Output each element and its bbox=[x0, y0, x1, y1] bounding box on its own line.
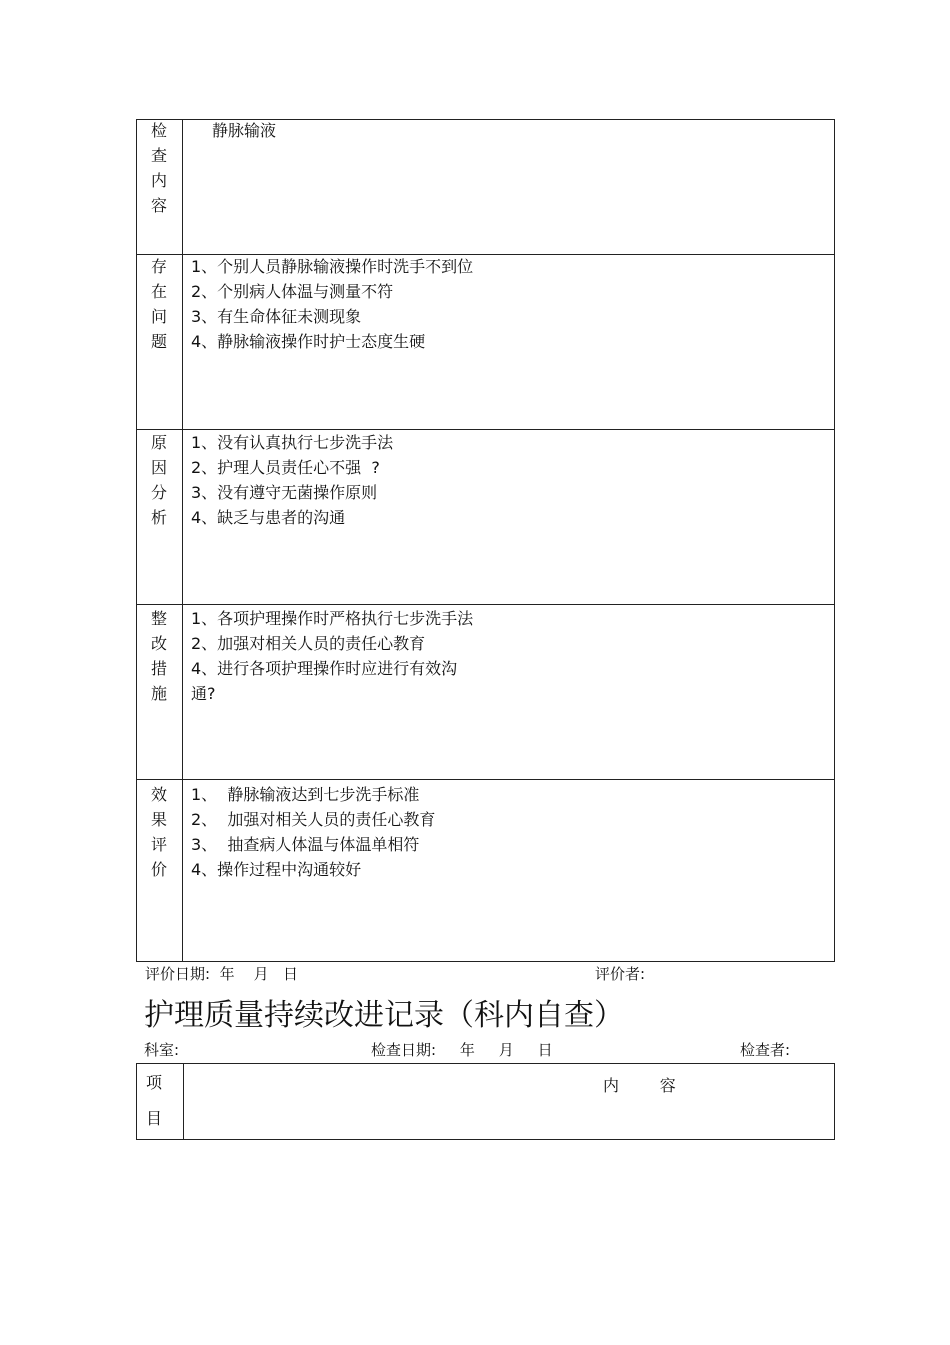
label-char: 果 bbox=[151, 810, 168, 829]
content-header: 内 容 bbox=[603, 1076, 676, 1095]
content-line: 3、 抽查病人体温与体温单相符 bbox=[191, 835, 420, 854]
label-char: 原 bbox=[151, 433, 168, 452]
item-label-column bbox=[137, 1064, 184, 1139]
label-char: 整 bbox=[151, 609, 168, 628]
section-content bbox=[191, 605, 828, 780]
label-char: 题 bbox=[151, 332, 168, 351]
section-cause-analysis bbox=[137, 429, 834, 605]
content-line: 1、各项护理操作时严格执行七步洗手法 bbox=[191, 609, 474, 628]
content-line: 1、没有认真执行七步洗手法 bbox=[191, 433, 394, 452]
content-line: 3、有生命体征未测现象 bbox=[191, 307, 362, 326]
evaluator-label: 评价者: bbox=[595, 965, 646, 983]
section-content bbox=[191, 255, 828, 430]
section-effect-evaluation bbox=[137, 779, 834, 961]
label-char: 改 bbox=[151, 634, 168, 653]
department-label: 科室: bbox=[144, 1041, 180, 1059]
content-line: 静脉输液 bbox=[212, 121, 277, 140]
content-line: 2、加强对相关人员的责任心教育 bbox=[191, 634, 426, 653]
content-line: 2、个别病人体温与测量不符 bbox=[191, 282, 394, 301]
content-line: 4、缺乏与患者的沟通 bbox=[191, 508, 346, 527]
label-char: 容 bbox=[151, 196, 168, 215]
content-line: 通? bbox=[191, 684, 216, 703]
label-char: 查 bbox=[151, 146, 168, 165]
label-char: 在 bbox=[151, 282, 168, 301]
label-char: 存 bbox=[151, 257, 168, 276]
inspection-table bbox=[136, 119, 835, 962]
section-content bbox=[191, 120, 828, 255]
item-label-char: 项 bbox=[146, 1073, 163, 1092]
section-corrective-measures bbox=[137, 604, 834, 780]
label-char: 内 bbox=[151, 171, 168, 190]
label-char: 问 bbox=[151, 307, 168, 326]
content-line: 4、操作过程中沟通较好 bbox=[191, 860, 362, 879]
label-char: 施 bbox=[151, 684, 168, 703]
label-char: 措 bbox=[151, 659, 168, 678]
label-char: 价 bbox=[151, 860, 168, 879]
content-line: 3、没有遵守无菌操作原则 bbox=[191, 483, 378, 502]
label-char: 析 bbox=[151, 508, 168, 527]
section-label bbox=[137, 255, 183, 430]
section-existing-problems bbox=[137, 254, 834, 430]
content-line: 1、 静脉输液达到七步洗手标准 bbox=[191, 785, 420, 804]
content-line: 2、护理人员责任心不强 ? bbox=[191, 458, 380, 477]
label-char: 效 bbox=[151, 785, 168, 804]
record-title: 护理质量持续改进记录（科内自查） bbox=[144, 998, 624, 1033]
content-line: 2、 加强对相关人员的责任心教育 bbox=[191, 810, 436, 829]
section-label bbox=[137, 605, 183, 780]
record-table bbox=[136, 1063, 835, 1140]
label-char: 分 bbox=[151, 483, 168, 502]
evaluation-date-label: 评价日期: 年 月 日 bbox=[145, 965, 298, 983]
content-line: 1、个别人员静脉输液操作时洗手不到位 bbox=[191, 257, 474, 276]
label-char: 评 bbox=[151, 835, 168, 854]
content-line: 4、静脉输液操作时护士态度生硬 bbox=[191, 332, 426, 351]
check-date-label: 检查日期: 年 月 日 bbox=[371, 1041, 553, 1059]
content-line: 4、进行各项护理操作时应进行有效沟 bbox=[191, 659, 458, 678]
section-label bbox=[137, 430, 183, 605]
inspector-label: 检查者: bbox=[740, 1041, 791, 1059]
label-char: 因 bbox=[151, 458, 168, 477]
item-label-char: 目 bbox=[146, 1109, 163, 1128]
section-content bbox=[191, 780, 828, 961]
section-check-content bbox=[137, 120, 834, 255]
section-label bbox=[137, 780, 183, 961]
label-char: 检 bbox=[151, 121, 168, 140]
section-content bbox=[191, 430, 828, 605]
section-label bbox=[137, 120, 183, 255]
